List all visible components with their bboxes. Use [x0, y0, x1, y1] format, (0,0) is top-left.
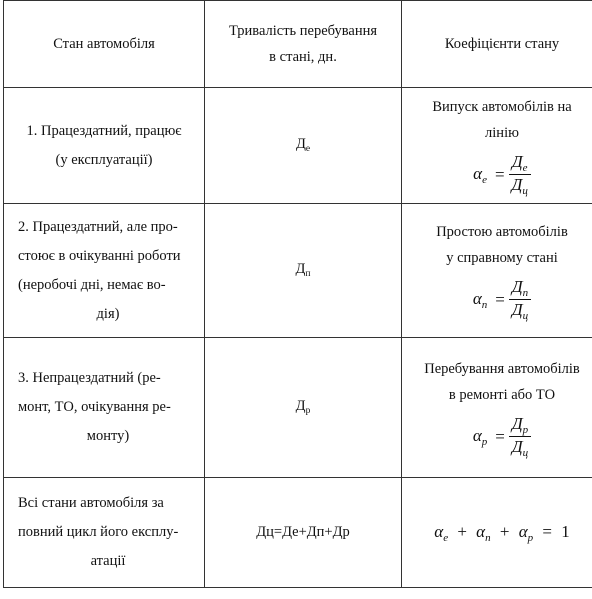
- fraction-denominator: $Д_ц$: [511, 175, 528, 197]
- total-duration-formula: Дц=Де+Дп+Др: [256, 524, 350, 540]
- state-line: (у експлуатації): [55, 151, 153, 168]
- coefficient-label: Випуск автомобілів на: [432, 99, 572, 115]
- alpha-subscript: п: [481, 298, 488, 311]
- coefficient-label: Перебування автомобілів: [424, 361, 580, 377]
- duration-symbol: Д: [295, 398, 306, 414]
- table-row: [4, 478, 592, 588]
- state-cell: [4, 478, 205, 588]
- coefficient-label: лінію: [485, 125, 519, 141]
- coefficient-sum-formula: $\alpha_е + \alpha_п + \alpha_р = 1$: [434, 521, 570, 544]
- state-line: 1. Працездатний, працює: [26, 122, 182, 139]
- duration-cell: [205, 204, 402, 338]
- header-state: Стан автомобіля: [4, 1, 205, 88]
- alpha-symbol: α: [472, 425, 482, 445]
- state-line: атації: [90, 553, 126, 569]
- alpha-symbol: α: [473, 163, 483, 183]
- coefficient-label: Простою автомобілів: [436, 224, 568, 240]
- state-cell: [4, 88, 205, 204]
- header-duration-line2: в стані, дн.: [269, 49, 337, 65]
- duration-subscript: е: [305, 144, 311, 154]
- header-duration: [205, 1, 402, 88]
- duration-subscript: п: [305, 269, 311, 279]
- fraction-numerator: $Д_р$: [509, 414, 531, 437]
- alpha-subscript: р: [481, 435, 488, 448]
- coefficient-cell: [402, 88, 592, 204]
- coefficient-formula: [473, 277, 531, 322]
- equals-sign: =: [495, 290, 505, 309]
- duration-subscript: р: [305, 406, 311, 416]
- duration-symbol: Д: [295, 136, 306, 152]
- state-line: (неробочі дні, немає во-: [18, 276, 166, 293]
- coefficient-label: у справному стані: [446, 250, 558, 266]
- duration-cell: [205, 88, 402, 204]
- state-cell: [4, 204, 205, 338]
- state-line: дія): [96, 305, 120, 322]
- state-coefficients-table: [3, 0, 592, 588]
- table-row: [4, 88, 592, 204]
- header-duration-line1: Тривалість перебування: [228, 23, 378, 39]
- coefficient-cell: [402, 338, 592, 478]
- equals-sign: =: [495, 427, 505, 446]
- state-line: 3. Непрацездатний (ре-: [18, 370, 161, 386]
- header-coefficients: Коефіцієнти стану: [402, 1, 592, 88]
- coefficient-formula: [473, 414, 531, 459]
- fraction-denominator: $Д_ц$: [511, 437, 529, 459]
- state-line: повний цикл його експлу-: [18, 524, 179, 540]
- duration-symbol: Д: [295, 261, 306, 277]
- fraction-denominator: $Д_ц$: [511, 300, 529, 322]
- fraction-numerator: $Д_е$: [509, 152, 531, 175]
- state-cell: [4, 338, 205, 478]
- state-line: Всі стани автомобіля за: [18, 495, 164, 511]
- coefficient-formula: [473, 152, 531, 197]
- coefficient-cell: [402, 204, 592, 338]
- fraction-numerator: $Д_п$: [509, 277, 531, 300]
- coefficient-cell: [402, 478, 592, 588]
- alpha-symbol: α: [472, 288, 482, 308]
- duration-cell: [205, 338, 402, 478]
- coefficient-label: в ремонті або ТО: [448, 387, 556, 403]
- state-line: монту): [86, 428, 130, 444]
- equals-sign: =: [494, 165, 505, 184]
- alpha-subscript: е: [482, 173, 487, 186]
- header-row: [4, 1, 592, 88]
- duration-cell: [205, 478, 402, 588]
- state-line: стоює в очікуванні роботи: [18, 247, 181, 264]
- state-line: 2. Працездатний, але про-: [18, 218, 178, 235]
- table-row: [4, 338, 592, 478]
- table-row: [4, 204, 592, 338]
- state-line: монт, ТО, очікування ре-: [18, 399, 171, 415]
